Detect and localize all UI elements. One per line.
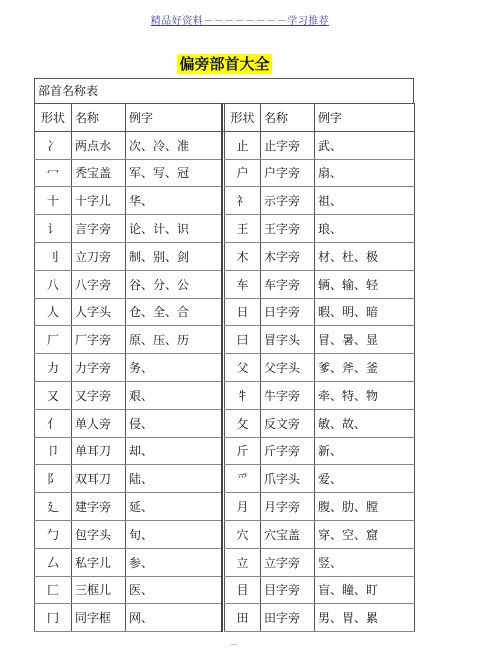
shape-cell: 木 — [225, 242, 261, 270]
shape-cell: 户 — [225, 159, 261, 187]
table-row — [35, 298, 415, 326]
example-cell: 材、杜、极 — [315, 242, 415, 270]
name-cell: 斤字旁 — [261, 437, 315, 465]
name-cell: 两点水 — [72, 131, 126, 159]
page-footer-mark: — — [230, 640, 238, 649]
shape-cell: 牜 — [225, 381, 261, 409]
example-cell: 冒、暑、显 — [315, 326, 415, 354]
name-cell: 双耳刀 — [72, 465, 126, 493]
example-cell: 网、 — [126, 604, 222, 632]
example-cell: 武、 — [315, 131, 415, 159]
example-cell: 却、 — [126, 437, 222, 465]
example-cell: 延、 — [126, 493, 222, 521]
name-cell: 人字头 — [72, 298, 126, 326]
shape-cell: 八 — [35, 270, 72, 298]
example-cell: 琅、 — [315, 215, 415, 243]
example-cell: 旬、 — [126, 520, 222, 548]
shape-cell: 田 — [225, 604, 261, 632]
shape-cell: 人 — [35, 298, 72, 326]
shape-cell: 十 — [35, 187, 72, 215]
table-row — [35, 326, 415, 354]
table-row — [35, 520, 415, 548]
shape-cell: 立 — [225, 548, 261, 576]
name-cell: 秃宝盖 — [72, 159, 126, 187]
shape-cell: 斤 — [225, 437, 261, 465]
name-cell: 示字旁 — [261, 187, 315, 215]
name-cell: 父字头 — [261, 354, 315, 382]
name-cell: 单耳刀 — [72, 437, 126, 465]
column-header: 例字 — [315, 104, 415, 132]
name-cell: 又字旁 — [72, 381, 126, 409]
example-cell: 新、 — [315, 437, 415, 465]
name-cell: 木字旁 — [261, 242, 315, 270]
shape-cell: 止 — [225, 131, 261, 159]
name-cell: 厂字旁 — [72, 326, 126, 354]
name-cell: 户字旁 — [261, 159, 315, 187]
table-row — [35, 215, 415, 243]
example-cell: 谷、分、公 — [126, 270, 222, 298]
shape-cell: 曰 — [225, 326, 261, 354]
radical-table-container — [34, 78, 414, 632]
example-cell: 仓、全、合 — [126, 298, 222, 326]
example-cell: 扇、 — [315, 159, 415, 187]
example-cell: 参、 — [126, 548, 222, 576]
column-header: 形状 — [35, 104, 72, 132]
shape-cell: 车 — [225, 270, 261, 298]
table-row — [35, 354, 415, 382]
name-cell: 单人旁 — [72, 409, 126, 437]
table-row — [35, 187, 415, 215]
table-row — [35, 465, 415, 493]
name-cell: 目字旁 — [261, 576, 315, 604]
name-cell: 十字儿 — [72, 187, 126, 215]
shape-cell: 勹 — [35, 520, 72, 548]
name-cell: 言字旁 — [72, 215, 126, 243]
example-cell: 敏、故、 — [315, 409, 415, 437]
example-cell: 军、写、冠 — [126, 159, 222, 187]
name-cell: 日字旁 — [261, 298, 315, 326]
radical-name-table — [34, 103, 415, 632]
example-cell: 竖、 — [315, 548, 415, 576]
name-cell: 立刀旁 — [72, 242, 126, 270]
name-cell: 王字旁 — [261, 215, 315, 243]
shape-cell: 冫 — [35, 131, 72, 159]
name-cell: 建字旁 — [72, 493, 126, 521]
name-cell: 同字框 — [72, 604, 126, 632]
shape-cell: 冂 — [35, 604, 72, 632]
shape-cell: 月 — [225, 493, 261, 521]
example-cell: 次、冷、准 — [126, 131, 222, 159]
example-cell: 陆、 — [126, 465, 222, 493]
shape-cell: 阝 — [35, 465, 72, 493]
shape-cell: 卩 — [35, 437, 72, 465]
name-cell: 立字旁 — [261, 548, 315, 576]
name-cell: 穴宝盖 — [261, 520, 315, 548]
table-caption: 部首名称表 — [34, 78, 414, 103]
name-cell: 田字旁 — [261, 604, 315, 632]
example-cell: 牵、特、物 — [315, 381, 415, 409]
example-cell: 侵、 — [126, 409, 222, 437]
example-cell: 华、 — [126, 187, 222, 215]
table-row — [35, 576, 415, 604]
shape-cell: 讠 — [35, 215, 72, 243]
table-row — [35, 548, 415, 576]
example-cell: 祖、 — [315, 187, 415, 215]
name-cell: 车字旁 — [261, 270, 315, 298]
example-cell: 男、胃、累 — [315, 604, 415, 632]
example-cell: 医、 — [126, 576, 222, 604]
shape-cell: 又 — [35, 381, 72, 409]
example-cell: 原、压、历 — [126, 326, 222, 354]
table-row — [35, 159, 415, 187]
table-row — [35, 604, 415, 632]
name-cell: 止字旁 — [261, 131, 315, 159]
shape-cell: 力 — [35, 354, 72, 382]
example-cell: 制、别、剑 — [126, 242, 222, 270]
shape-cell: 穴 — [225, 520, 261, 548]
example-cell: 腹、肋、膛 — [315, 493, 415, 521]
example-cell: 艰、 — [126, 381, 222, 409]
name-cell: 冒字头 — [261, 326, 315, 354]
example-cell: 爱、 — [315, 465, 415, 493]
table-row — [35, 381, 415, 409]
shape-cell: 冖 — [35, 159, 72, 187]
name-cell: 八字旁 — [72, 270, 126, 298]
shape-cell: 王 — [225, 215, 261, 243]
example-cell: 务、 — [126, 354, 222, 382]
name-cell: 反文旁 — [261, 409, 315, 437]
column-header: 名称 — [261, 104, 315, 132]
name-cell: 月字旁 — [261, 493, 315, 521]
name-cell: 三框儿 — [72, 576, 126, 604]
table-row — [35, 493, 415, 521]
column-header: 例字 — [126, 104, 222, 132]
table-row — [35, 270, 415, 298]
shape-cell: 廴 — [35, 493, 72, 521]
header-recommend-link[interactable]: 精品好资料－－－－－－－－学习推荐 — [150, 16, 330, 27]
shape-cell: 匚 — [35, 576, 72, 604]
example-cell: 暇、明、暗 — [315, 298, 415, 326]
example-cell: 穿、空、窟 — [315, 520, 415, 548]
shape-cell: 爫 — [225, 465, 261, 493]
shape-cell: 刂 — [35, 242, 72, 270]
example-cell: 论、计、识 — [126, 215, 222, 243]
name-cell: 力字旁 — [72, 354, 126, 382]
shape-cell: 日 — [225, 298, 261, 326]
document-title: 偏旁部首大全 — [177, 54, 272, 74]
example-cell: 辆、输、轻 — [315, 270, 415, 298]
shape-cell: 目 — [225, 576, 261, 604]
name-cell: 私字儿 — [72, 548, 126, 576]
table-row — [35, 131, 415, 159]
table-row — [35, 242, 415, 270]
shape-cell: 攵 — [225, 409, 261, 437]
column-header: 名称 — [72, 104, 126, 132]
shape-cell: 厶 — [35, 548, 72, 576]
name-cell: 包字头 — [72, 520, 126, 548]
table-row — [35, 409, 415, 437]
name-cell: 爪字头 — [261, 465, 315, 493]
shape-cell: 亻 — [35, 409, 72, 437]
shape-cell: 礻 — [225, 187, 261, 215]
shape-cell: 父 — [225, 354, 261, 382]
column-header: 形状 — [225, 104, 261, 132]
table-header-row — [35, 104, 415, 132]
table-row — [35, 437, 415, 465]
shape-cell: 厂 — [35, 326, 72, 354]
name-cell: 牛字旁 — [261, 381, 315, 409]
example-cell: 盲、瞳、盯 — [315, 576, 415, 604]
example-cell: 爹、斧、釜 — [315, 354, 415, 382]
